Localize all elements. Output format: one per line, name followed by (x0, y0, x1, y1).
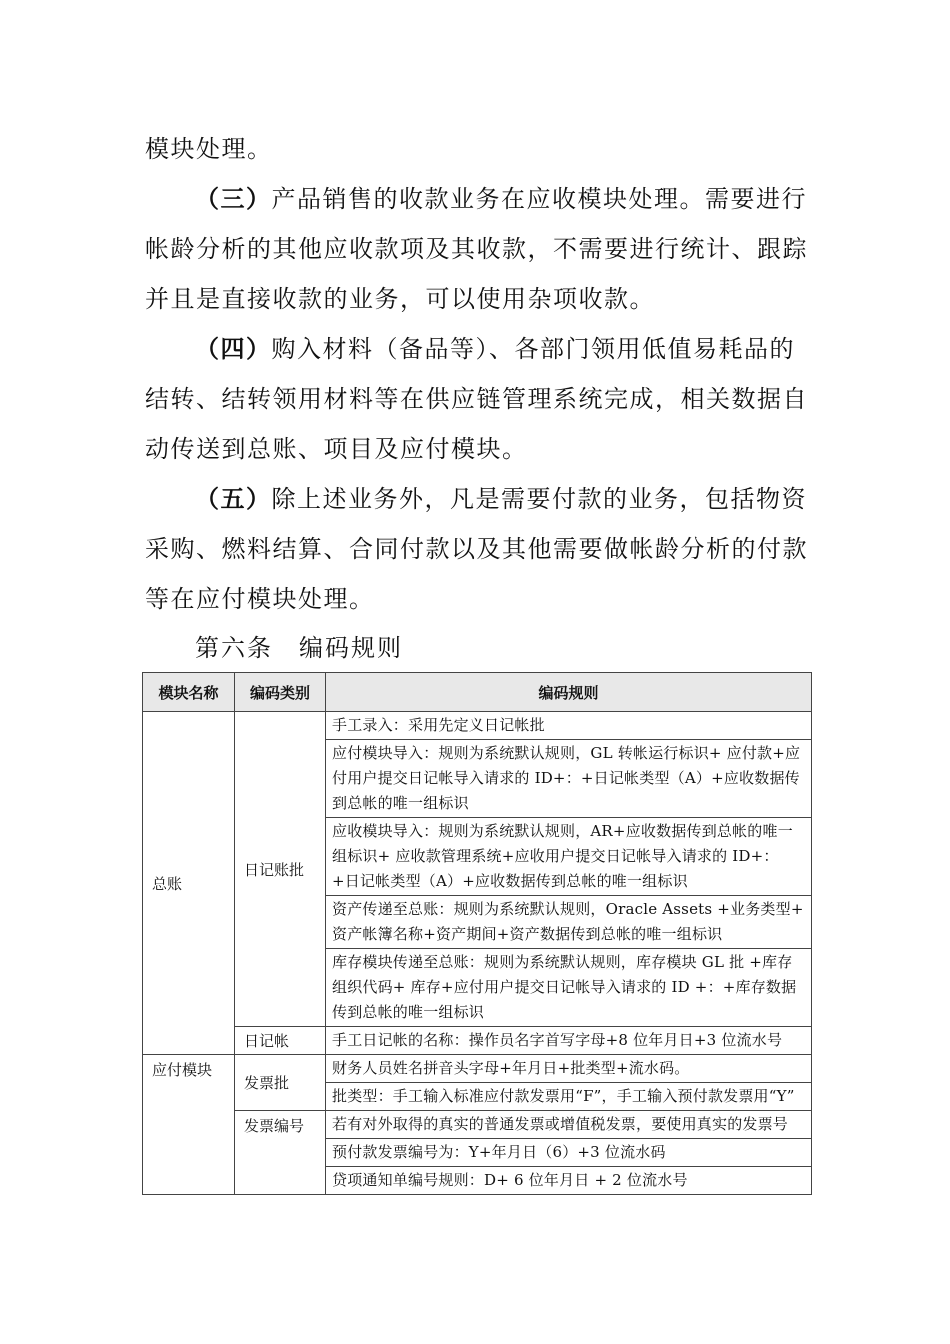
rule-cell: 批类型：手工输入标准应付款发票用“F”，手工输入预付款发票用“Y” (326, 1083, 812, 1111)
table-row (143, 1055, 812, 1083)
rule-cell: 手工日记帐的名称：操作员名字首写字母+8 位年月日+3 位流水号 (326, 1027, 812, 1055)
category-cell-invoice-batch: 发票批 (235, 1055, 326, 1111)
rule-cell: 手工录入：采用先定义日记帐批 (326, 712, 812, 740)
table-header-row (143, 673, 812, 712)
rule-cell: 预付款发票编号为：Y+年月日（6）+3 位流水码 (326, 1139, 812, 1167)
section-title: 编码规则 (299, 634, 403, 662)
header-module-name: 模块名称 (143, 673, 235, 712)
table-row (143, 1027, 812, 1055)
paragraph-five-text: 除上述业务外，凡是需要付款的业务，包括物资采购、燃料结算、合同付款以及其他需要做帐龄分析的付款等在应付模块处理。 (145, 485, 808, 613)
rule-cell: 贷项通知单编号规则：D+ 6 位年月日 + 2 位流水号 (326, 1167, 812, 1195)
paragraph-five (145, 474, 815, 624)
article-number: 第六条 (195, 634, 273, 662)
paragraph-continuation: 模块处理。 (145, 135, 273, 163)
module-cell-gl: 总账 (143, 712, 235, 1055)
module-cell-ap: 应付模块 (143, 1055, 235, 1195)
rule-cell: 若有对外取得的真实的普通发票或增值税发票，要使用真实的发票号 (326, 1111, 812, 1139)
category-cell-invoice-number: 发票编号 (235, 1111, 326, 1195)
table-row (143, 1111, 812, 1139)
coding-rules-table (142, 672, 812, 1195)
rule-cell: 应付模块导入：规则为系统默认规则，GL 转帐运行标识+ 应付款+应付用户提交日记帐导入请求的 ID+：+日记帐类型（A）+应收数据传到总帐的唯一组标识 (326, 740, 812, 818)
paragraph-four-number: （四） (195, 334, 272, 363)
table-row (143, 712, 812, 740)
header-code-rule: 编码规则 (326, 673, 812, 712)
rule-cell: 财务人员姓名拼音头字母+年月日+批类型+流水码。 (326, 1055, 812, 1083)
paragraph-three-text: 产品销售的收款业务在应收模块处理。需要进行帐龄分析的其他应收款项及其收款，不需要进行统计、跟踪并且是直接收款的业务，可以使用杂项收款。 (145, 185, 808, 313)
header-code-category: 编码类别 (235, 673, 326, 712)
paragraph-five-number: （五） (195, 484, 272, 513)
category-cell-journal: 日记帐 (235, 1027, 326, 1055)
paragraph-three-number: （三） (195, 184, 272, 213)
paragraph-four (145, 324, 815, 474)
rule-cell: 资产传递至总账：规则为系统默认规则，Oracle Assets +业务类型+ 资产帐簿名称+资产期间+资产数据传到总帐的唯一组标识 (326, 896, 812, 949)
section-heading (195, 626, 403, 670)
rule-cell: 应收模块导入：规则为系统默认规则，AR+应收数据传到总帐的唯一组标识+ 应收款管理系统+应收用户提交日记帐导入请求的 ID+：+日记帐类型（A）+应收数据传到总帐的唯一组标识 (326, 818, 812, 896)
rule-cell: 库存模块传递至总账：规则为系统默认规则，库存模块 GL 批 +库存组织代码+ 库存+应付用户提交日记帐导入请求的 ID +：+库存数据传到总帐的唯一组标识 (326, 949, 812, 1027)
paragraph-three (145, 174, 815, 324)
paragraph-four-text: 购入材料（备品等）、各部门领用低值易耗品的结转、结转领用材料等在供应链管理系统完成，相关数据自动传送到总账、项目及应付模块。 (145, 335, 808, 463)
category-cell-journal-batch: 日记账批 (235, 712, 326, 1027)
